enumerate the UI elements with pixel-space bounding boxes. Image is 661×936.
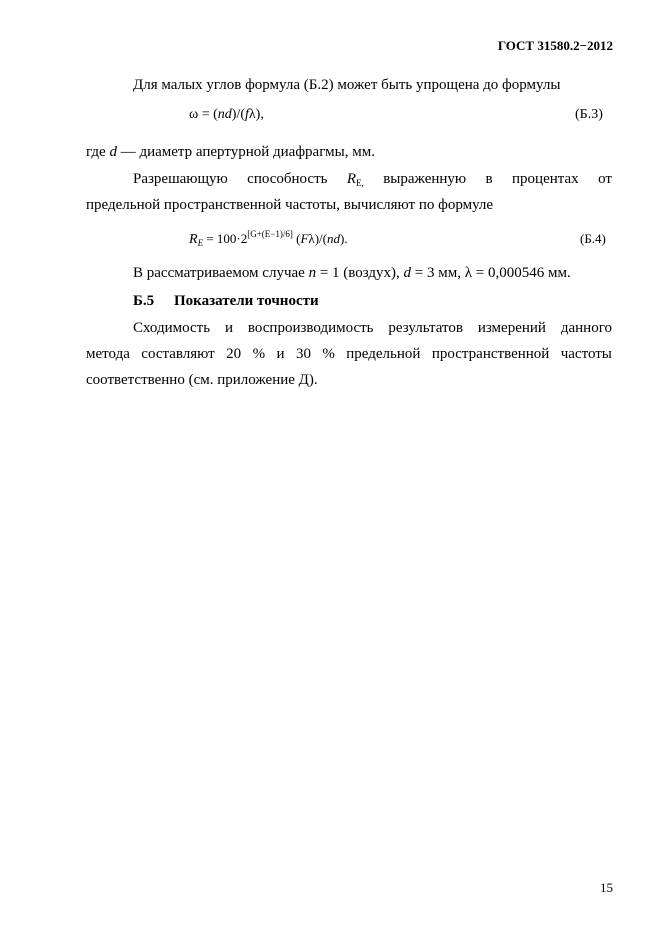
- case-line: В рассматриваемом случае n = 1 (воздух), d = 3 мм, λ = 0,000546 мм.: [133, 265, 571, 281]
- document-header: ГОСТ 31580.2−2012: [497, 38, 613, 53]
- formula-b3: ω = (nd)/(fλ),: [189, 107, 264, 122]
- omega-symbol: ω: [189, 107, 199, 122]
- page-number: 15: [600, 880, 613, 895]
- formula-b3-number: (Б.3): [575, 107, 603, 122]
- intro-paragraph: Для малых углов формула (Б.2) может быть упрощена до формулы: [133, 77, 561, 93]
- paragraph-resolution-line1: Разрешающую способность $R_{E,}$ выраженную в процентах от: [133, 171, 612, 188]
- formula-b4: $R_E = 100\cdot 2[G+(E-1)/6]$ (Fλ)/(nd).: [189, 229, 348, 248]
- paragraph-accuracy-line2: метода составляют 20 % и 30 % предельной пространственной частоты: [86, 346, 612, 362]
- paragraph-accuracy-line1: Сходимость и воспроизводимость результатов измерений данного: [133, 320, 612, 336]
- where-line: где d — диаметр апертурной диафрагмы, мм.: [86, 144, 375, 160]
- paragraph-accuracy-line3: соответственно (см. приложение Д).: [86, 372, 318, 388]
- paragraph-resolution-line2: предельной пространственной частоты, вычисляют по формуле: [86, 197, 494, 213]
- section-title: Показатели точности: [174, 293, 319, 309]
- section-number: Б.5: [133, 293, 155, 309]
- formula-b4-number: (Б.4): [580, 231, 606, 246]
